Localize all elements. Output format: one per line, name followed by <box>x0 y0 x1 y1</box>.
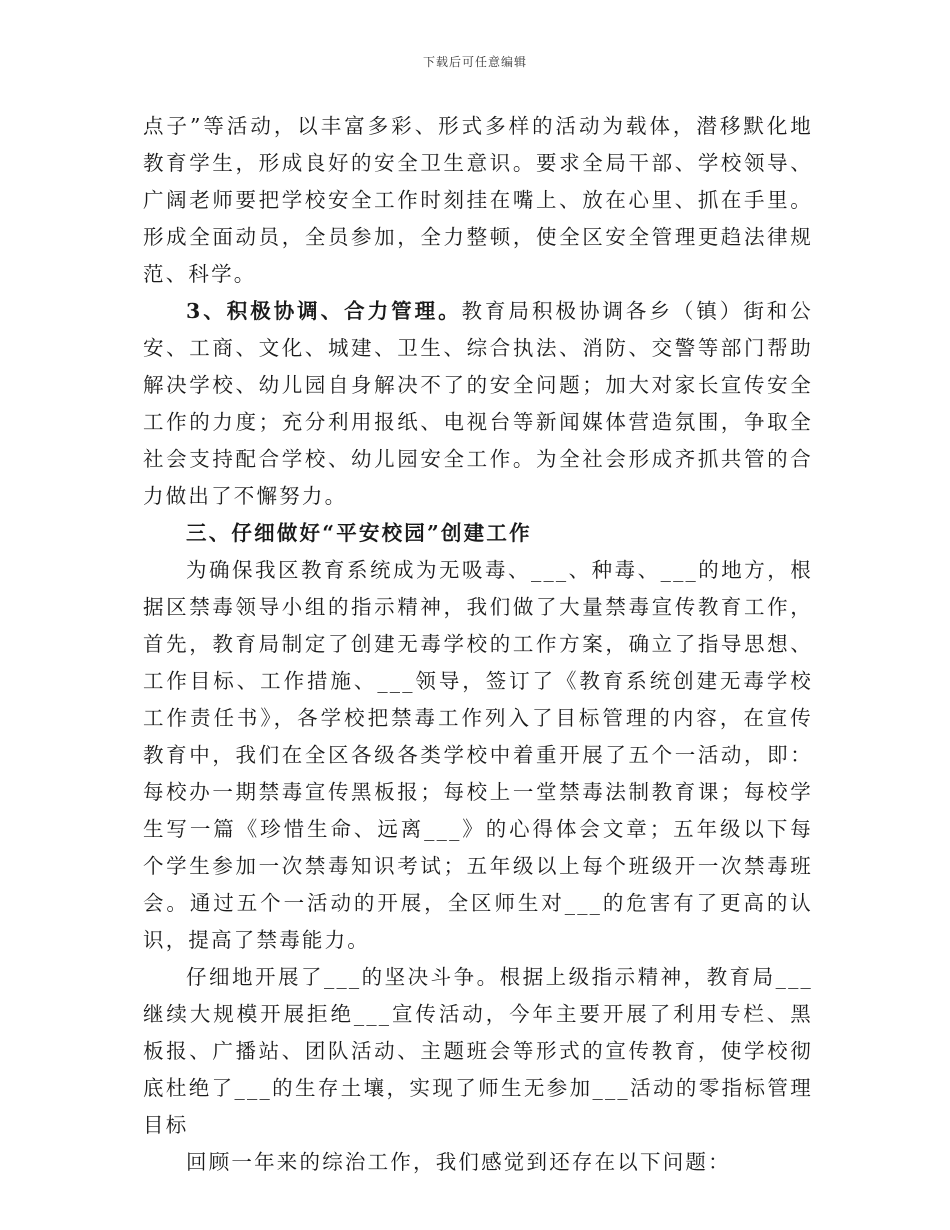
paragraph-coordination <box>143 293 813 515</box>
paragraph-text: 回顾一年来的综治工作，我们感觉到还存在以下问题： <box>186 1150 731 1174</box>
paragraph-review <box>143 1144 813 1181</box>
paragraph-text: 为确保我区教育系统成为无吸毒、___、种毒、___的地方，根据区禁毒领导小组的指示精神，我们做了大量禁毒宣传教育工作，首先，教育局制定了创建无毒学校的工作方案，确立了指导思想、工作目标、工作措施、___领导，签订了《教育系统创建无毒学校工作责任书》，各学校把禁毒工作列入了目标管理的内容，在宣传教育中，我们在全区各级各类学校中着重开展了五个一活动，即：每校办一期禁毒宣传黑板报；每校上一堂禁毒法制教育课；每校学生写一篇《珍惜生命、远离___》的心得体会文章；五年级以下每个学生参加一次禁毒知识考试；五年级以上每个班级开一次禁毒班会。通过五个一活动的开展，全区师生对___的危害有了更高的认识，提高了禁毒能力。 <box>143 558 813 952</box>
paragraph-struggle <box>143 959 813 1144</box>
paragraph-continuation <box>143 108 813 293</box>
document-body <box>143 108 813 1181</box>
section-heading <box>143 515 813 552</box>
paragraph-anti-drug <box>143 552 813 959</box>
paragraph-text: 教育局积极协调各乡（镇）街和公安、工商、文化、城建、卫生、综合执法、消防、交警等部门帮助解决学校、幼儿园自身解决不了的安全问题；加大对家长宣传安全工作的力度；充分利用报纸、电视台等新闻媒体营造氛围，争取全社会支持配合学校、幼儿园安全工作。为全社会形成齐抓共管的合力做出了不懈努力。 <box>143 299 813 508</box>
page-header: 下载后可任意编辑 <box>422 55 527 69</box>
paragraph-text: 点子”等活动，以丰富多彩、形式多样的活动为载体，潜移默化地教育学生，形成良好的安全卫生意识。要求全局干部、学校领导、广阔老师要把学校安全工作时刻挂在嘴上、放在心里、抓在手里。形成全面动员，全员参加，全力整顿，使全区安全管理更趋法律规范、科学。 <box>143 114 813 286</box>
section-heading-text: 三、仔细做好“平安校园”创建工作 <box>186 521 532 545</box>
paragraph-lead: 3、积极协调、合力管理。 <box>186 299 462 323</box>
paragraph-text: 仔细地开展了___的坚决斗争。根据上级指示精神，教育局___继续大规模开展拒绝___宣传活动，今年主要开展了利用专栏、黑板报、广播站、团队活动、主题班会等形式的宣传教育，使学校彻底杜绝了___的生存土壤，实现了师生无参加___活动的零指标管理目标 <box>143 965 813 1137</box>
